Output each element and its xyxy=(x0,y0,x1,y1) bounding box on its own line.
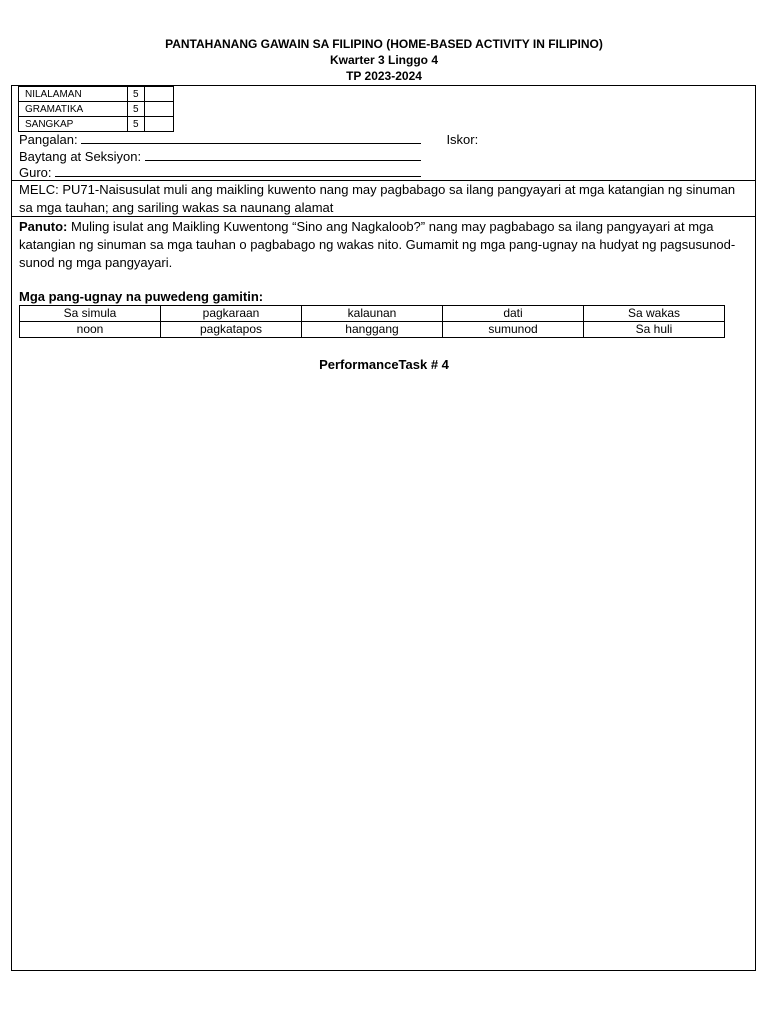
rubric-row xyxy=(19,102,174,117)
connective-cell: noon xyxy=(20,322,161,338)
connectives-heading: Mga pang-ugnay na puwedeng gamitin: xyxy=(19,289,264,304)
rubric-row xyxy=(19,87,174,102)
rubric-row xyxy=(19,117,174,132)
rubric-points: 5 xyxy=(128,102,145,117)
rubric-table xyxy=(18,86,174,132)
instructions-text: Muling isulat ang Maikling Kuwentong “Sino ang Nagkaloob?” nang may pagbabago sa ilang pangyayari at mga katangian ng sinuman sa mga tauhan o pagbabago ng wakas nito. Gumamit ng mga pang-ugnay na hudyat ng pagsusunod-sunod ng mga pangyayari. xyxy=(19,219,736,270)
rubric-score-cell[interactable] xyxy=(145,117,174,132)
section-label: Baytang at Seksiyon: xyxy=(19,149,142,164)
melc-text: MELC: PU71-Naisusulat muli ang maikling kuwento nang may pagbabago sa ilang pangyayari at mga katangian ng sinuman sa mga tauhan; ang sariling wakas sa naunang alamat xyxy=(19,182,736,215)
table-row xyxy=(20,306,725,322)
score-label: Iskor: xyxy=(446,132,479,147)
section-field-row xyxy=(19,148,421,165)
rubric-criterion: SANGKAP xyxy=(19,117,128,132)
connective-cell: Sa huli xyxy=(584,322,725,338)
name-field-row xyxy=(19,131,478,148)
connectives-table xyxy=(19,305,725,338)
connective-cell: pagkaraan xyxy=(161,306,302,322)
teacher-field-row xyxy=(19,164,421,181)
instructions-label: Panuto: xyxy=(19,219,68,234)
connective-cell: Sa wakas xyxy=(584,306,725,322)
rubric-points: 5 xyxy=(128,117,145,132)
connective-cell: pagkatapos xyxy=(161,322,302,338)
quarter-week: Kwarter 3 Linggo 4 xyxy=(329,53,439,67)
rubric-criterion: GRAMATIKA xyxy=(19,102,128,117)
connective-cell: sumunod xyxy=(443,322,584,338)
section-line[interactable] xyxy=(145,148,421,161)
rubric-criterion: NILALAMAN xyxy=(19,87,128,102)
connective-cell: dati xyxy=(443,306,584,322)
table-row xyxy=(20,322,725,338)
school-year: TP 2023-2024 xyxy=(346,69,422,83)
instructions xyxy=(19,218,749,272)
rubric-points: 5 xyxy=(128,87,145,102)
name-line[interactable] xyxy=(81,131,421,144)
name-label: Pangalan: xyxy=(19,132,78,147)
divider xyxy=(11,216,756,217)
rubric-score-cell[interactable] xyxy=(145,87,174,102)
teacher-label: Guro: xyxy=(19,165,52,180)
rubric-score-cell[interactable] xyxy=(145,102,174,117)
connective-cell: kalaunan xyxy=(302,306,443,322)
connective-cell: hanggang xyxy=(302,322,443,338)
document-title: PANTAHANANG GAWAIN SA FILIPINO (HOME-BASED ACTIVITY IN FILIPINO) xyxy=(165,37,603,51)
teacher-line[interactable] xyxy=(55,164,421,177)
performance-task-title: PerformanceTask # 4 xyxy=(319,357,449,372)
connective-cell: Sa simula xyxy=(20,306,161,322)
